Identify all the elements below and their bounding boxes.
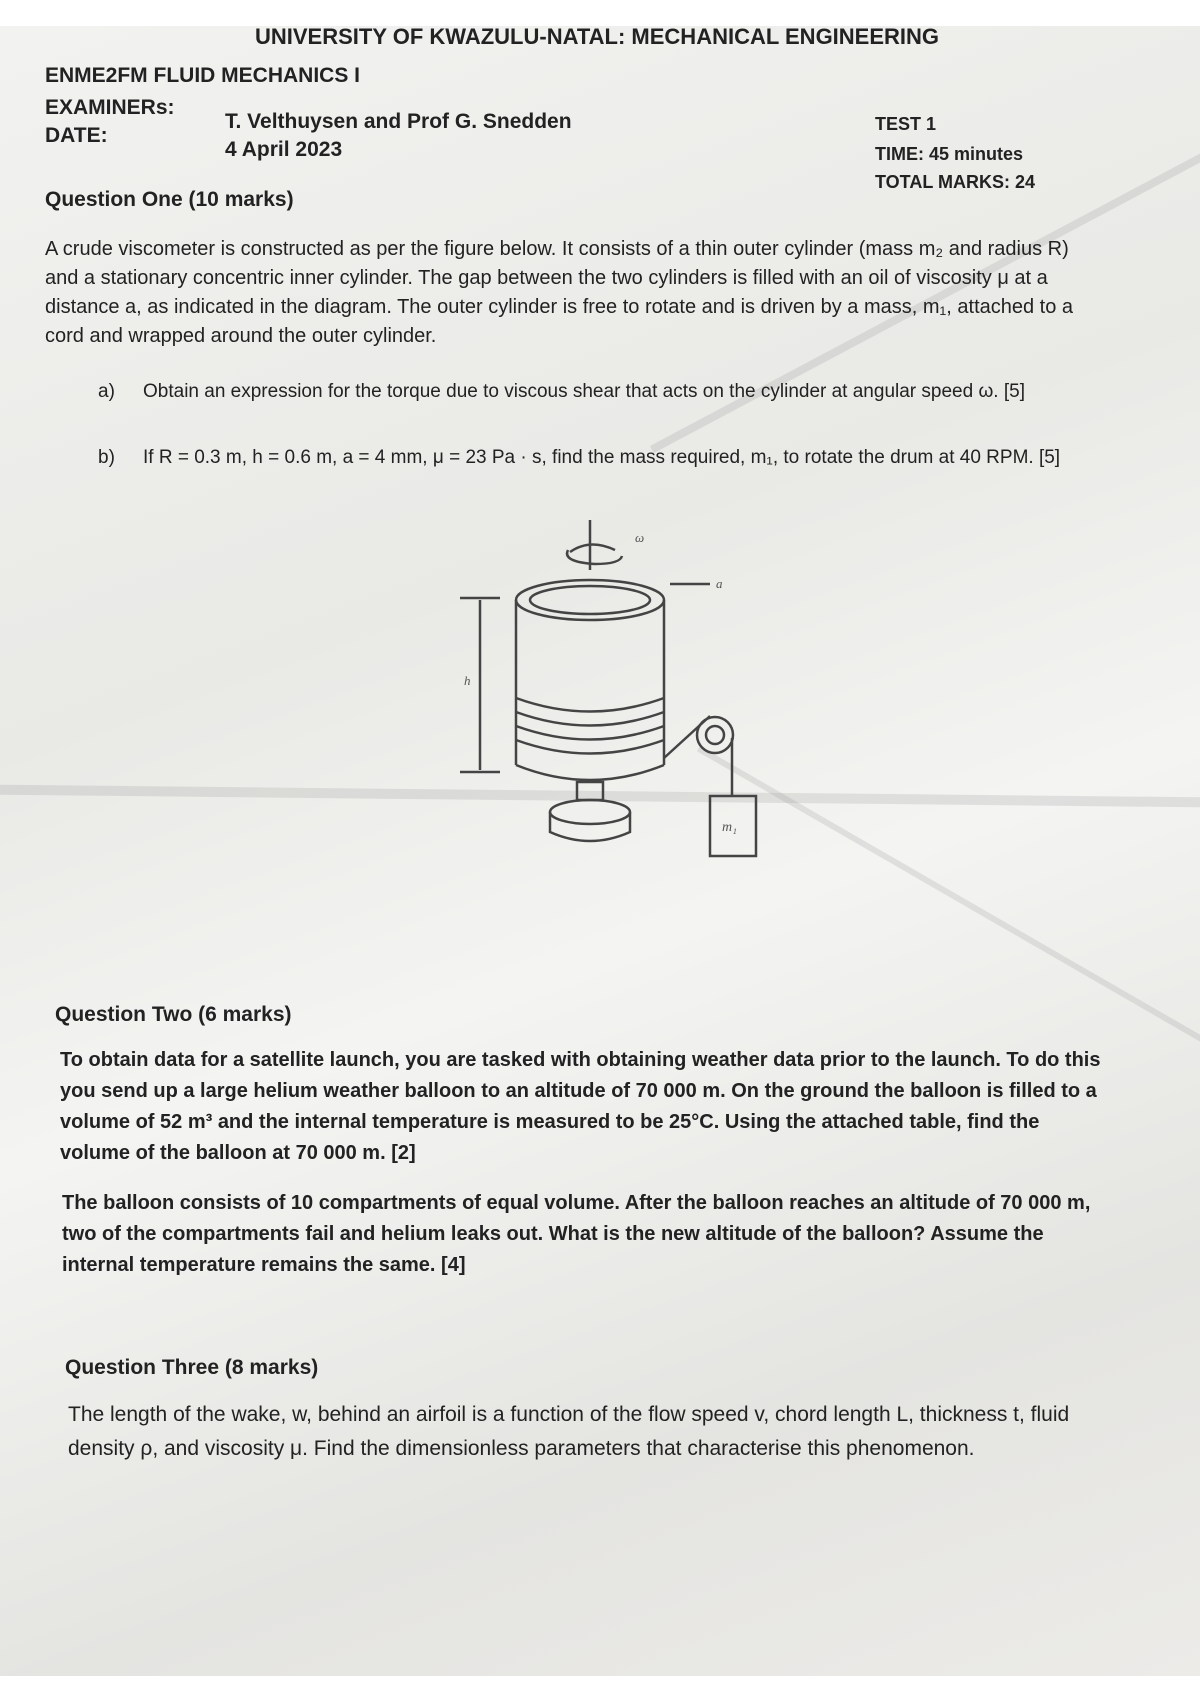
total-marks: TOTAL MARKS: 24: [875, 172, 1036, 192]
examiners-label: EXAMINERs:: [45, 96, 175, 119]
test-number: TEST 1: [875, 114, 937, 134]
cylinder-bottom: [516, 765, 664, 780]
part-b-text: If R = 0.3 m, h = 0.6 m, a = 4 mm, μ = 23 Pa · s, find the mass required, m₁, to rotate the drum at 40 RPM. [5]: [143, 447, 1061, 468]
viscometer-figure: [420, 520, 780, 940]
cord-wrap: [516, 726, 664, 740]
rotation-arrow-icon: [567, 550, 622, 564]
inner-cylinder-top: [530, 586, 650, 614]
examiners-names: T. Velthuysen and Prof G. Snedden: [225, 110, 572, 133]
omega-label: ω: [635, 530, 645, 545]
question-one-text: A crude viscometer is constructed as per the figure below. It consists of a thin outer cylinder (mass m₂ and radius R) and a stationary concentric inner cylinder. The gap between the two cylinders is filled with an oil of viscosity μ at a distance a, as indicated in the diagram. The outer cylinder is free to rotate and is driven by a mass, m₁, attached to a cord and wrapped around the outer cylinder.: [45, 238, 1074, 347]
question-one-title: Question One (10 marks): [45, 188, 294, 211]
height-label-h: h: [464, 673, 471, 688]
part-a-text: Obtain an expression for the torque due to viscous shear that acts on the cylinder at angular speed ω. [5]: [143, 381, 1025, 402]
rotation-arrow-icon: [570, 544, 615, 552]
test-time: TIME: 45 minutes: [875, 144, 1024, 164]
question-three-text: The length of the wake, w, behind an airfoil is a function of the flow speed v, chord length L, thickness t, fluid density ρ, and viscosity μ. Find the dimensionless parameters that characterise this phenomenon.: [68, 1403, 1070, 1460]
question-one-part-a: [98, 378, 1083, 438]
gap-label-a: a: [716, 576, 723, 591]
pulley: [697, 717, 733, 753]
base-body: [550, 812, 630, 841]
cord-wrap: [516, 698, 664, 712]
question-two-part-1: To obtain data for a satellite launch, you are tasked with obtaining weather data prior to the launch. To do this you send up a large helium weather balloon to an altitude of 70 000 m. On the ground the balloon is filled to a volume of 52 m³ and the internal temperature is measured to be 25°C. Using the attached table, find the volume of the balloon at 70 000 m. [2]: [60, 1049, 1101, 1164]
exam-date: 4 April 2023: [225, 138, 343, 161]
cord-wrap: [516, 740, 664, 754]
cord-wrap: [516, 712, 664, 726]
question-one-part-b: [98, 444, 1093, 504]
university-title: UNIVERSITY OF KWAZULU-NATAL: MECHANICAL ENGINEERING: [255, 24, 940, 49]
question-three-title: Question Three (8 marks): [65, 1356, 319, 1379]
part-a-label: a): [98, 381, 115, 402]
question-two-title: Question Two (6 marks): [55, 1003, 292, 1026]
pulley-hub: [706, 726, 724, 744]
figure-drawing: [460, 520, 756, 856]
question-two-part-2: The balloon consists of 10 compartments of equal volume. After the balloon reaches an altitude of 70 000 m, two of the compartments fail and helium leaks out. What is the new altitude of the balloon? Assume the internal temperature remains the same. [4]: [62, 1192, 1091, 1276]
base-top: [550, 800, 630, 824]
date-label: DATE:: [45, 124, 108, 147]
part-b-label: b): [98, 447, 115, 468]
mass-label: m₁: [722, 820, 737, 835]
shaft: [577, 782, 603, 800]
course-title: ENME2FM FLUID MECHANICS I: [45, 64, 360, 87]
